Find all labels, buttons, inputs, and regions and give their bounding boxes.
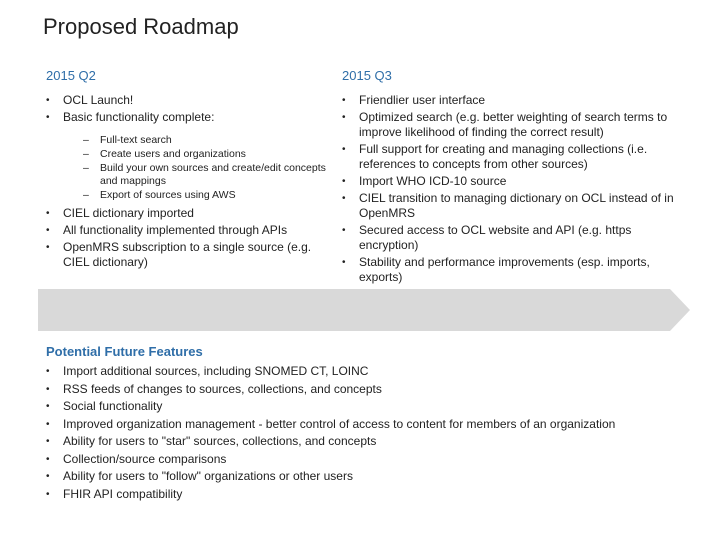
q3-column xyxy=(342,68,692,287)
list-item: • Import additional sources, including SNOMED CT, LOINC xyxy=(46,364,686,379)
sub-list-item: – Create users and organizations xyxy=(46,148,326,161)
q2-sublist xyxy=(46,134,326,202)
list-item: • Full support for creating and managing collections (i.e. references to concepts from other sources) xyxy=(342,142,692,172)
list-item: • Ability for users to "follow" organizations or other users xyxy=(46,469,686,484)
sub-list-item: – Export of sources using AWS xyxy=(46,189,326,202)
q2-column xyxy=(46,68,326,272)
list-item: • CIEL transition to managing dictionary on OCL instead of in OpenMRS xyxy=(342,191,692,221)
slide-title: Proposed Roadmap xyxy=(43,14,239,39)
future-heading: Potential Future Features xyxy=(46,344,203,359)
list-item: • Collection/source comparisons xyxy=(46,452,686,467)
timeline-arrow-shape xyxy=(38,289,690,331)
list-item: • FHIR API compatibility xyxy=(46,487,686,502)
list-item: • Improved organization management - better control of access to content for members of an organization xyxy=(46,417,686,432)
sub-list-item: – Build your own sources and create/edit concepts and mappings xyxy=(46,162,326,188)
q3-heading: 2015 Q3 xyxy=(342,68,392,83)
sub-list-item: – Full-text search xyxy=(46,134,326,147)
timeline-arrow xyxy=(38,289,690,331)
list-item: • Ability for users to "star" sources, collections, and concepts xyxy=(46,434,686,449)
future-list xyxy=(46,364,686,502)
list-item: • Social functionality xyxy=(46,399,686,414)
list-item: • Optimized search (e.g. better weighting of search terms to improve likelihood of finding the correct result) xyxy=(342,110,692,140)
list-item: • Secured access to OCL website and API (e.g. https encryption) xyxy=(342,223,692,253)
q2-heading: 2015 Q2 xyxy=(46,68,96,83)
q2-list-continued xyxy=(46,206,326,270)
q3-list xyxy=(342,93,692,285)
list-item: • RSS feeds of changes to sources, collections, and concepts xyxy=(46,382,686,397)
list-item: • OCL Launch! xyxy=(46,93,326,108)
q2-list xyxy=(46,93,326,125)
list-item: • All functionality implemented through APIs xyxy=(46,223,326,238)
list-item: • Basic functionality complete: xyxy=(46,110,326,125)
list-item: • OpenMRS subscription to a single source (e.g. CIEL dictionary) xyxy=(46,240,326,270)
list-item: • CIEL dictionary imported xyxy=(46,206,326,221)
list-item: • Stability and performance improvements (esp. imports, exports) xyxy=(342,255,692,285)
list-item: • Friendlier user interface xyxy=(342,93,692,108)
list-item: • Import WHO ICD-10 source xyxy=(342,174,692,189)
future-features-section xyxy=(46,344,686,504)
